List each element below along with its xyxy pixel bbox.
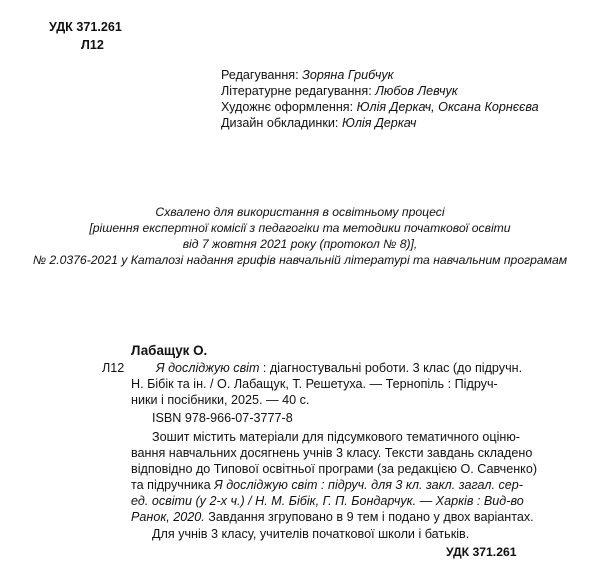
udk-code: УДК 371.261 — [49, 20, 122, 34]
annotation-line-4 — [131, 478, 523, 493]
credit-cover-design — [221, 116, 416, 131]
credit-label: Дизайн обкладинки: — [221, 116, 339, 130]
catalog-title-line-1 — [156, 361, 522, 376]
credit-value: Юлія Деркач, Оксана Корнєєва — [356, 100, 539, 114]
credit-art-design — [221, 100, 539, 115]
annotation-text: Завдання згруповано в 9 тем і подано у двох варіантах. — [204, 510, 534, 524]
credit-label: Літературне редагування: — [221, 84, 372, 98]
credit-value: Юлія Деркач — [341, 116, 417, 130]
author-sign: Л12 — [81, 38, 104, 52]
approval-line-2: [рішення експертної комісії з педагогіки та методики початкової освіти — [89, 221, 511, 235]
credit-label: Художнє оформлення: — [221, 100, 354, 114]
credit-label: Редагування: — [221, 68, 299, 82]
annotation-italic: Я досліджую світ : підруч. для 3 кл. закл. загал. сер- — [214, 478, 523, 492]
credit-value: Зоряна Грибчук — [302, 68, 394, 82]
approval-line-1: Схвалено для використання в освітньому процесі — [155, 205, 445, 219]
annotation-line-2: вання навчальних досягнень учнів 3 класу. Тексти завдань складено — [131, 446, 533, 460]
catalog-title-italic: Я досліджую світ — [156, 361, 260, 375]
annotation-text: та підручника — [131, 478, 215, 492]
catalog-isbn: ISBN 978-966-07-3777-8 — [152, 411, 293, 425]
catalog-author: Лабащук О. — [131, 343, 208, 358]
credit-editing — [221, 68, 394, 83]
annotation-italic: Ранок, 2020. — [131, 510, 205, 524]
catalog-title-line-2: Н. Бібік та ін. / О. Лабащук, Т. Решетуха. — Тернопіль : Підруч- — [131, 377, 498, 391]
annotation-line-1: Зошит містить матеріали для підсумкового тематичного оціню- — [152, 430, 520, 444]
catalog-title-rest: : діагностувальні роботи. 3 клас (до підручн. — [259, 361, 523, 375]
catalog-udk: УДК 371.261 — [446, 545, 517, 559]
catalog-index: Л12 — [102, 361, 125, 375]
annotation-line-7: Для учнів 3 класу, учителів початкової школи і батьків. — [152, 527, 470, 541]
annotation-line-5: ед. освіти (у 2-х ч.) / Н. М. Бібік, Г. П. Бондарчук. — Харків : Вид-во — [131, 494, 524, 508]
annotation-line-3: відповідно до Типової освітньої програми (за редакцією О. Савченко) — [131, 462, 538, 476]
approval-line-3: від 7 жовтня 2021 року (протокол № 8)], — [182, 237, 418, 251]
approval-line-4: № 2.0376-2021 у Каталозі надання грифів навчальній літературі та навчальним програмам — [32, 253, 568, 267]
annotation-line-6 — [131, 510, 534, 525]
credit-value: Любов Левчук — [375, 84, 458, 98]
credit-lit-editing — [221, 84, 458, 99]
catalog-title-line-3: ники і посібники, 2025. — 40 с. — [131, 393, 310, 407]
